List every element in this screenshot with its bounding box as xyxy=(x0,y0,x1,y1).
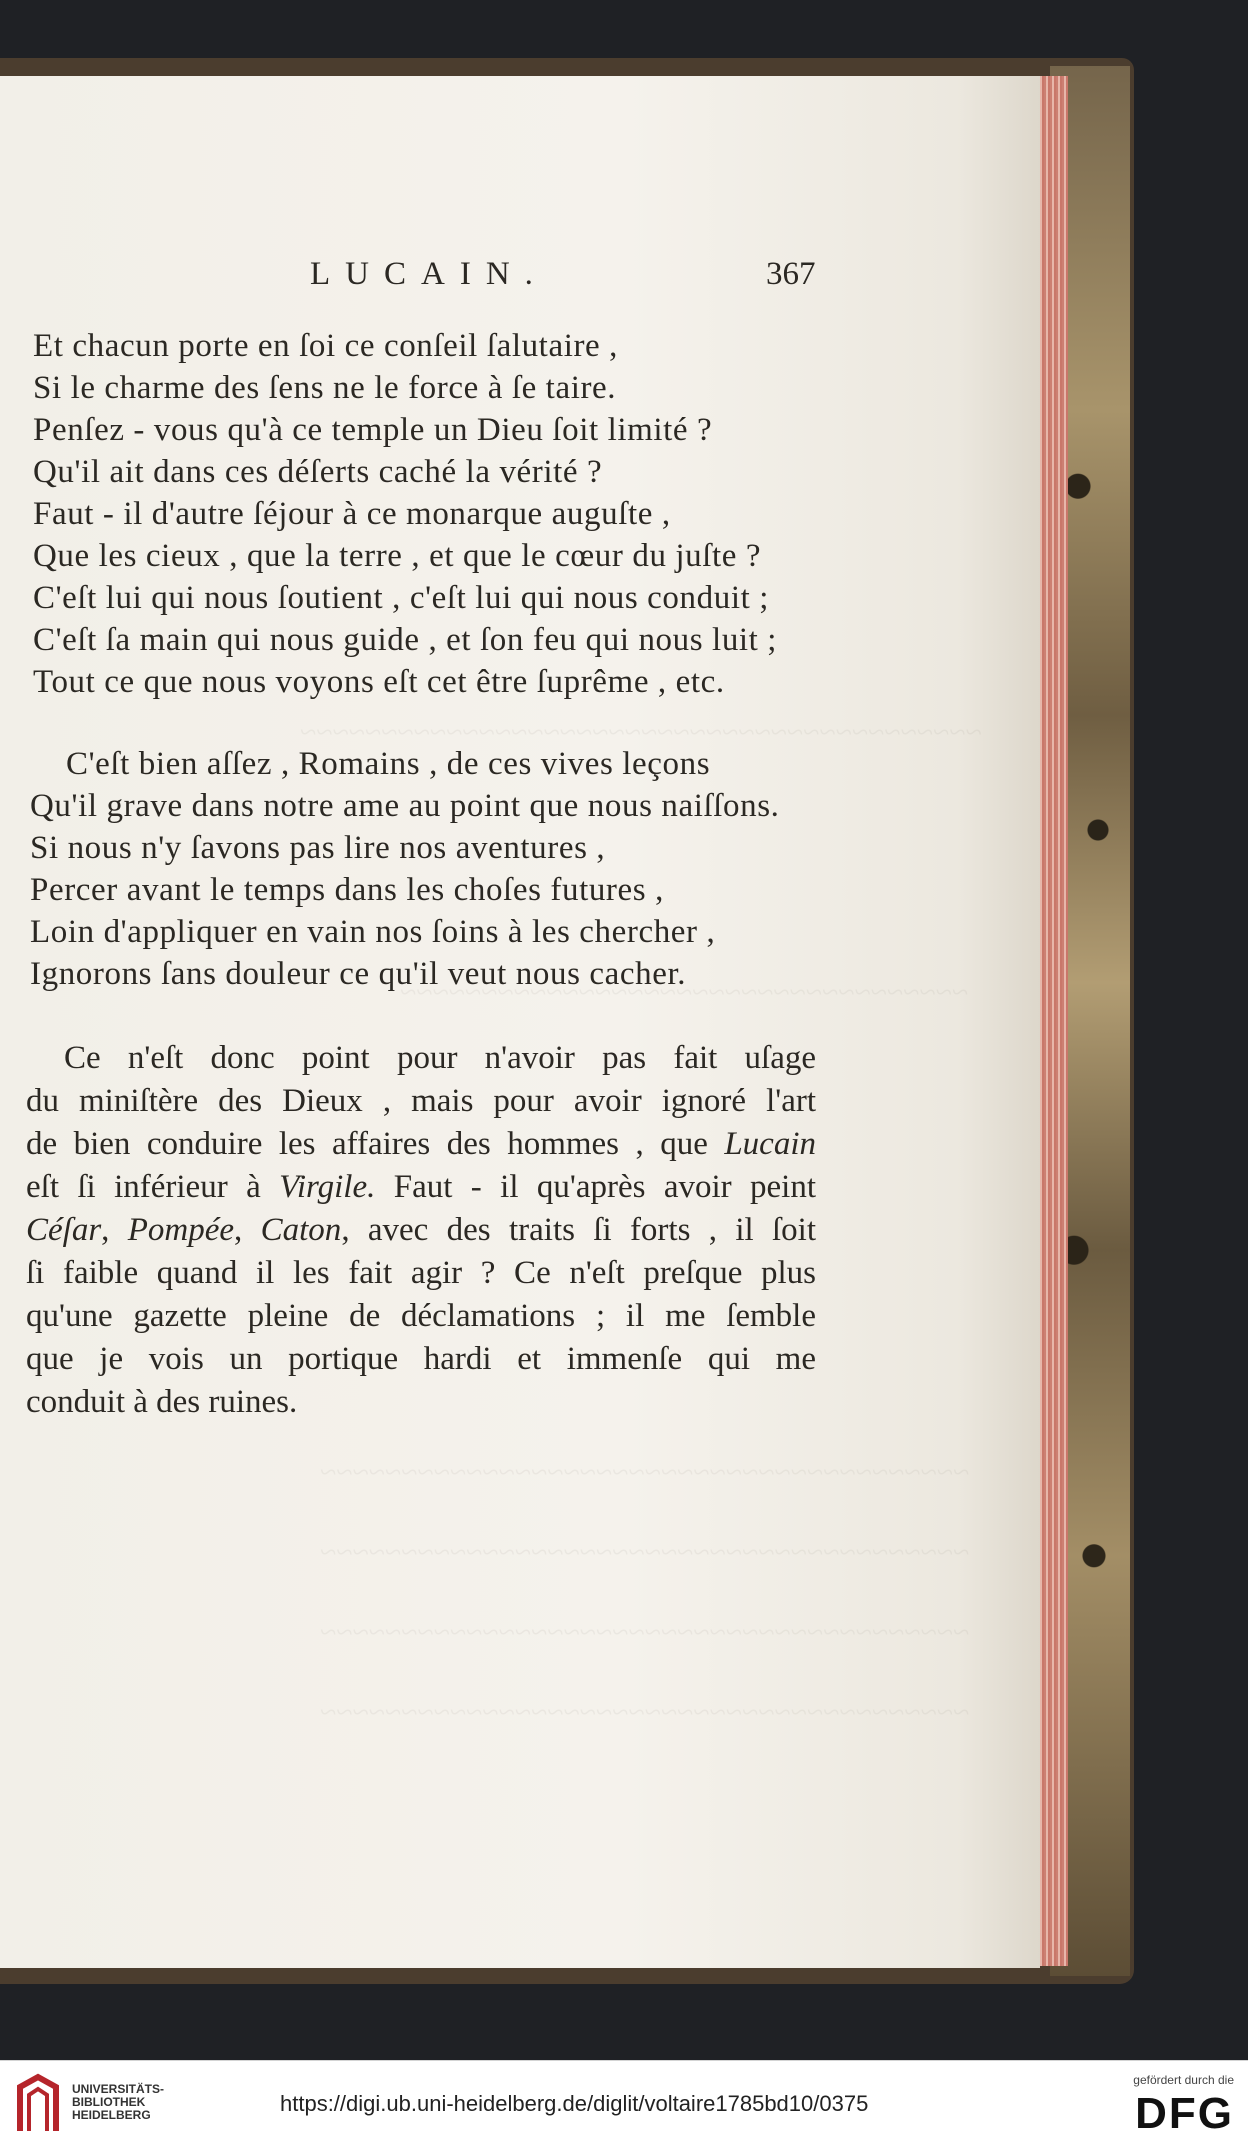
show-through-text: ~~~~~~~~~~~~~~~~~~~~~~~~~~~~~~~~~~~~~~~~ xyxy=(320,1456,970,1489)
prose-line xyxy=(26,1126,816,1163)
prose-line: qu'une gazette pleine de déclamations ; il me ſemble xyxy=(26,1298,816,1334)
prose-line: Céſar, Pompée, Caton, avec des traits ſi forts , il ſoit xyxy=(26,1212,816,1248)
verse-line: Loin d'appliquer en vain nos ſoins à les chercher , xyxy=(30,914,716,950)
verse-line: Ignorons ſans douleur ce qu'il veut nous cacher. xyxy=(30,956,687,992)
verse-line: Si nous n'y ſavons pas lire nos aventures , xyxy=(30,830,606,866)
show-through-text: ~~~~~~~~~~~~~~~~~~~~~~~~~~~~~~~~~~~~~~~~ xyxy=(320,1536,970,1569)
verse-line: C'eſt bien aſſez , Romains , de ces vives leçons xyxy=(66,746,711,782)
name-pompee: Pompée xyxy=(127,1212,235,1248)
show-through-text: ~~~~~~~~~~~~~~~~~~~~~~~~~~~~~~~~~~~~~~~~ xyxy=(320,1696,970,1729)
library-name xyxy=(72,2083,164,2122)
university-library-logo-icon[interactable] xyxy=(14,2073,62,2137)
name-cesar: Céſar xyxy=(26,1212,102,1248)
page-number: 367 xyxy=(766,256,816,292)
prose-text: Faut - il qu'après avoir peint xyxy=(393,1169,817,1205)
author-name-virgile: Virgile. xyxy=(279,1169,376,1205)
funder-caption: gefördert durch die xyxy=(1133,2073,1234,2087)
prose-line xyxy=(26,1169,816,1206)
show-through-text: ~~~~~~~~~~~~~~~~~~~~~~~~~~~~~~~~~~~~~~~~ xyxy=(320,1616,970,1649)
author-name-lucain: Lucain xyxy=(724,1126,816,1162)
library-name-line: HEIDELBERG xyxy=(72,2108,151,2122)
prose-line: que je vois un portique hardi et immenſe qui me xyxy=(26,1341,816,1377)
show-through-text: ~~~~~~~~~~~~~~~~~~~~~~~~~~~~~~~~~~~~~~~~~~ xyxy=(300,716,982,749)
prose-line-last: conduit à des ruines. xyxy=(26,1384,298,1420)
page-edges-red xyxy=(1038,76,1068,1966)
verse-line: Faut - il d'autre ſéjour à ce monarque auguſte , xyxy=(33,496,671,532)
prose-line: du miniſtère des Dieux , mais pour avoir ignoré l'art xyxy=(26,1083,816,1119)
show-through-text: ~~~~~~~~~~~~~~~~~~~~~~~~~~~~~~~~~~~ xyxy=(400,976,969,1009)
verse-line: Si le charme des ſens ne le force à ſe taire. xyxy=(33,370,617,406)
name-caton: Caton xyxy=(260,1212,342,1248)
dfg-logo[interactable]: DFG xyxy=(1135,2089,1234,2138)
verse-line: Qu'il ait dans ces déſerts caché la vérité ? xyxy=(33,454,603,490)
prose-line: Ce n'eſt donc point pour n'avoir pas fait uſage xyxy=(64,1040,816,1076)
library-name-line: BIBLIOTHEK xyxy=(72,2095,146,2109)
viewer-footer xyxy=(0,2060,1248,2150)
verse-line: Qu'il grave dans notre ame au point que nous naiſſons. xyxy=(30,788,780,824)
permalink-url[interactable]: https://digi.ub.uni-heidelberg.de/diglit/voltaire1785bd10/0375 xyxy=(280,2091,869,2116)
verse-line: Tout ce que nous voyons eſt cet être ſuprême , etc. xyxy=(33,664,725,700)
prose-text: de bien conduire les affaires des hommes , que xyxy=(26,1126,708,1162)
verse-line: Penſez - vous qu'à ce temple un Dieu ſoit limité ? xyxy=(33,412,713,448)
verse-line: Que les cieux , que la terre , et que le cœur du juſte ? xyxy=(33,538,762,574)
running-head: LUCAIN. xyxy=(310,256,548,292)
prose-text: , avec des traits ſi forts , il ſoit xyxy=(341,1212,816,1248)
verse-line: C'eſt lui qui nous ſoutient , c'eſt lui qui nous conduit ; xyxy=(33,580,769,616)
prose-text: eſt ſi inférieur à xyxy=(26,1169,261,1205)
verse-line: Et chacun porte en ſoi ce conſeil ſalutaire , xyxy=(33,328,619,364)
prose-line: ſi faible quand il les fait agir ? Ce n'eſt preſque plus xyxy=(26,1255,816,1291)
library-name-line: UNIVERSITÄTS- xyxy=(72,2082,165,2096)
verse-line: C'eſt ſa main qui nous guide , et ſon feu qui nous luit ; xyxy=(33,622,778,658)
verse-line: Percer avant le temps dans les choſes futures , xyxy=(30,872,664,908)
